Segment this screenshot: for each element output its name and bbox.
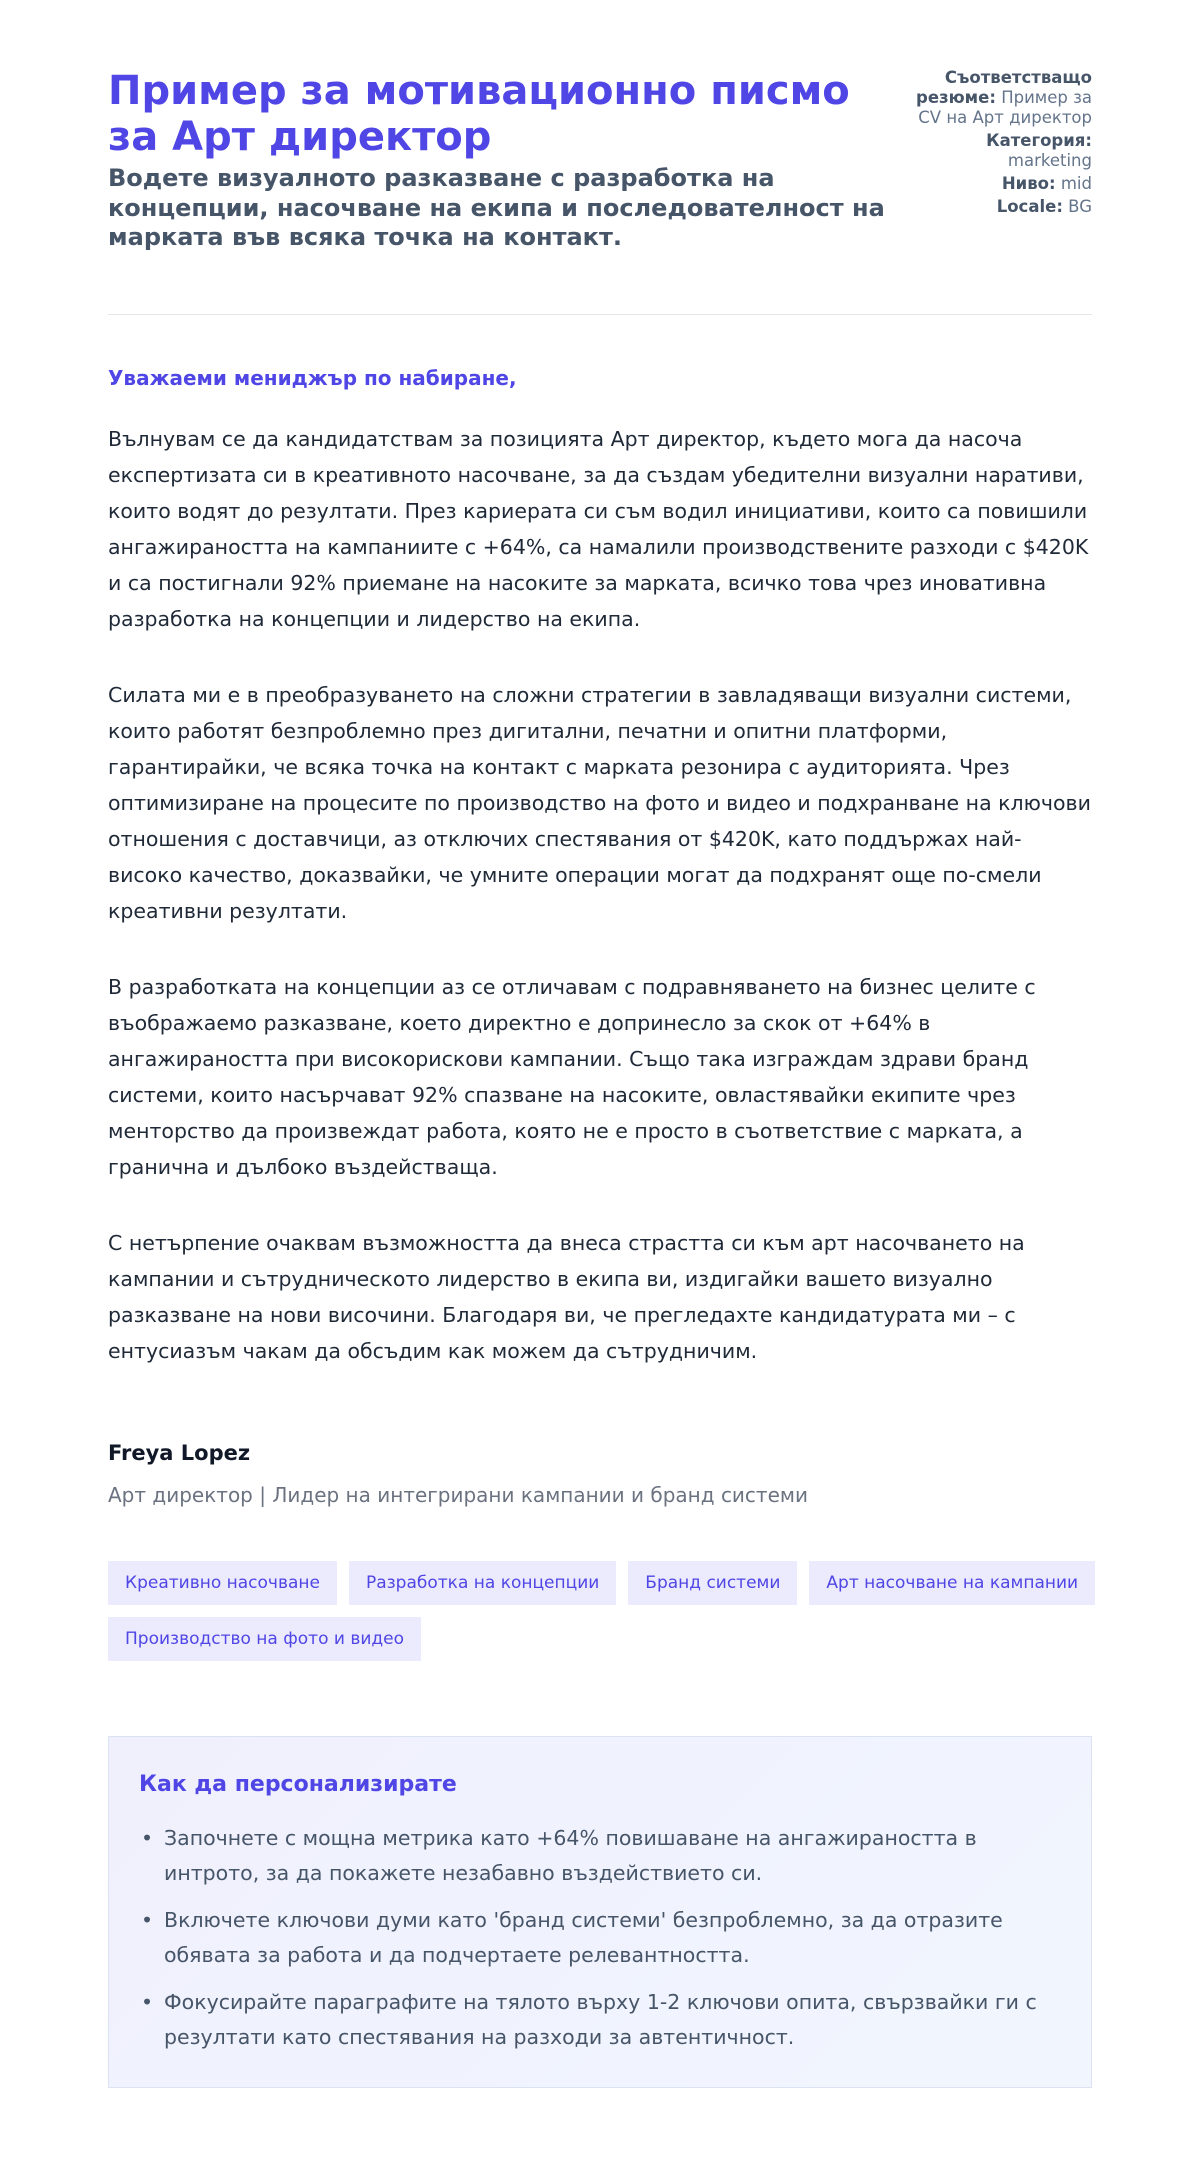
meta-locale [892,197,1092,217]
cover-letter-page [108,0,1092,2088]
tips-item-text: Фокусирайте параграфите на тялото върху 1-2 ключови опита, свързвайки ги с резултати като спестявания на разходи за автентичност. [164,1990,1037,2049]
meta-resume-label: Съответстващо резюме: [916,68,1092,107]
bullet-icon: • [141,1826,154,1850]
skill-tags [108,1561,1098,1661]
meta-level [892,174,1092,194]
page-subtitle: Водете визуалното разказване с разработка на концепции, насочване на екипа и последователност на марката във всяка точка на контакт. [108,164,885,251]
meta-category [892,131,1092,171]
page-title: Пример за мотивационно писмо за Арт директор [108,68,850,160]
signature-name: Freya Lopez [108,1441,251,1465]
bullet-icon: • [141,1908,154,1932]
salutation: Уважаеми мениджър по набиране, [108,366,517,390]
meta-category-label: Категория: [986,131,1092,150]
tips-list [139,1821,1061,2055]
signature [108,1439,1092,1509]
letter-paragraph: Вълнувам се да кандидатствам за позицията Арт директор, където мога да насоча експертизата си в креативното насочване, за да създам убедителни визуални наративи, които водят до резултати. През кариерата си съм водил инициативи, които са повишили ангажираността на кампаниите с +64%, са намалили производствените разходи с $420K и са постигнали 92% приемане на насоките за марката, всичко това чрез иновативна разработка на концепции и лидерство на екипа. [108,427,1089,631]
tips-item [139,1821,1061,1891]
page-header [108,0,1092,315]
skill-tag[interactable]: Разработка на концепции [349,1561,616,1605]
skill-tag[interactable]: Бранд системи [628,1561,797,1605]
tips-item [139,1903,1061,1973]
letter-paragraph: С нетърпение очаквам възможността да внеса страстта си към арт насочването на кампании и сътрудническото лидерство в екипа ви, издигайки вашето визуално разказване на нови височини. Благодаря ви, че прегледахте кандидатурата ми – с ентусиазъм чакам да обсъдим как можем да сътрудничим. [108,1231,1025,1363]
skill-tag[interactable]: Арт насочване на кампании [809,1561,1095,1605]
personalize-tips-box [108,1736,1092,2088]
tips-item-text: Включете ключови думи като 'бранд системи' безпроблемно, за да отразите обявата за работа и да подчертаете релевантността. [164,1908,1003,1967]
tips-title: Как да персонализирате [139,1772,457,1797]
bullet-icon: • [141,1990,154,2014]
letter-body [108,421,1092,1369]
meta-locale-label: Locale: [996,197,1063,216]
meta-level-value: mid [1060,174,1092,193]
meta-panel [892,68,1092,221]
meta-resume-value[interactable]: Пример за CV на Арт директор [918,88,1092,127]
skill-tag[interactable]: Креативно насочване [108,1561,337,1605]
meta-resume [892,68,1092,128]
tips-item [139,1985,1061,2055]
tips-item-text: Започнете с мощна метрика като +64% повишаване на ангажираността в интрото, за да покажете незабавно въздействието си. [164,1826,977,1885]
meta-locale-value: BG [1068,197,1092,216]
skill-tag[interactable]: Производство на фото и видео [108,1617,421,1661]
meta-level-label: Ниво: [1001,174,1056,193]
letter-paragraph: В разработката на концепции аз се отличавам с подравняването на бизнес целите с въображаемо разказване, което директно е допринесло за скок от +64% в ангажираността при високорискови кампании. Също така изграждам здрави бранд системи, които насърчават 92% спазване на насоките, овластявайки екипите чрез менторство да произвеждат работа, която не е просто в съответствие с марката, а гранична и дълбоко въздействаща. [108,975,1036,1179]
meta-category-value: marketing [1007,151,1092,170]
letter-paragraph: Силата ми е в преобразуването на сложни стратегии в завладяващи визуални системи, които работят безпроблемно през дигитални, печатни и опитни платформи, гарантирайки, че всяка точка на контакт с марката резонира с аудиторията. Чрез оптимизиране на процесите по производство на фото и видео и подхранване на ключови отношения с доставчици, аз отключих спестявания от $420K, като поддържах най-високо качество, доказвайки, че умните операции могат да подхранят още по-смели креативни резултати. [108,683,1091,923]
signature-role: Арт директор | Лидер на интегрирани кампании и бранд системи [108,1483,808,1507]
